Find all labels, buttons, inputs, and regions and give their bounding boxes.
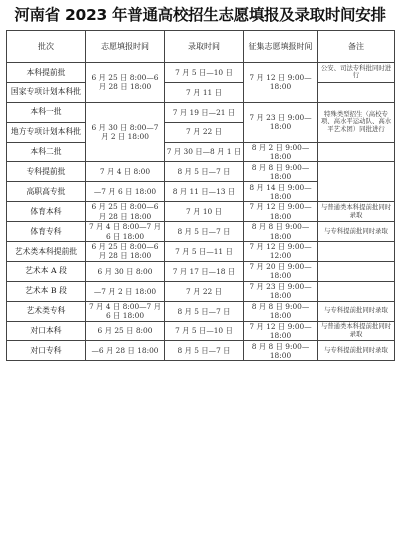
note-cell (318, 162, 395, 202)
note-cell: 与普通类本科提前批同时录取 (318, 202, 395, 222)
admission-time-cell: 7 月 30 日—8 月 1 日 (165, 142, 244, 162)
batch-cell: 艺术本 A 段 (7, 261, 86, 281)
batch-cell: 对口本科 (7, 321, 86, 341)
table-row (7, 222, 395, 242)
supplementary-time-cell: 7 月 12 日 9:00—18:00 (244, 63, 318, 103)
fill-time-cell: 7 月 4 日 8:00—7 月 6 日 18:00 (86, 301, 165, 321)
admission-time-cell: 7 月 5 日—10 日 (165, 321, 244, 341)
supplementary-time-cell: 7 月 20 日 9:00—18:00 (244, 261, 318, 281)
fill-time-cell: 6 月 25 日 8:00—6 月 28 日 18:00 (86, 63, 165, 103)
note-cell: 特殊类型招生（高校专项、高水平运动队、高水平艺术团）同批进行 (318, 102, 395, 142)
note-cell (318, 261, 395, 281)
table-row (7, 281, 395, 301)
table-row (7, 82, 395, 102)
admission-time-cell: 8 月 5 日—7 日 (165, 341, 244, 361)
admission-time-cell: 7 月 22 日 (165, 122, 244, 142)
table-row (7, 142, 395, 162)
table-row (7, 261, 395, 281)
fill-time-cell: —7 月 6 日 18:00 (86, 182, 165, 202)
supplementary-time-cell: 8 月 8 日 9:00—18:00 (244, 301, 318, 321)
fill-time-cell: 7 月 4 日 8:00—7 月 6 日 18:00 (86, 222, 165, 242)
note-cell (318, 82, 395, 102)
batch-cell: 体育本科 (7, 202, 86, 222)
table-header-row (7, 31, 395, 63)
header-batch: 批次 (7, 31, 86, 63)
fill-time-cell: —6 月 28 日 18:00 (86, 341, 165, 361)
fill-time-cell: 6 月 25 日 8:00—6 月 28 日 18:00 (86, 202, 165, 222)
note-cell: 与专科提前批同时录取 (318, 341, 395, 361)
admission-time-cell: 7 月 11 日 (165, 82, 244, 102)
batch-cell: 本科提前批 (7, 63, 86, 83)
header-fill-time: 志愿填报时间 (86, 31, 165, 63)
supplementary-time-cell: 8 月 8 日 9:00—18:00 (244, 341, 318, 361)
page-title: 河南省 2023 年普通高校招生志愿填报及录取时间安排 (14, 6, 386, 24)
fill-time-cell: 6 月 25 日 8:00 (86, 321, 165, 341)
admission-time-cell: 8 月 5 日—7 日 (165, 301, 244, 321)
admission-time-cell: 8 月 5 日—7 日 (165, 222, 244, 242)
batch-cell: 高职高专批 (7, 182, 86, 202)
admission-time-cell: 8 月 11 日—13 日 (165, 182, 244, 202)
note-cell (318, 242, 395, 262)
supplementary-time-cell: 7 月 12 日 9:00—18:00 (244, 202, 318, 222)
fill-time-cell: 6 月 25 日 8:00—6 月 28 日 18:00 (86, 242, 165, 262)
batch-cell: 地方专项计划本科批 (7, 122, 86, 142)
supplementary-time-cell: 8 月 8 日 9:00—18:00 (244, 222, 318, 242)
table-row (7, 162, 395, 182)
header-notes: 备注 (318, 31, 395, 63)
schedule-table (6, 30, 395, 361)
supplementary-time-cell: 7 月 12 日 9:00—12:00 (244, 242, 318, 262)
supplementary-time-cell: 7 月 23 日 9:00—18:00 (244, 281, 318, 301)
supplementary-time-cell: 8 月 14 日 9:00—18:00 (244, 182, 318, 202)
fill-time-cell: 6 月 30 日 8:00 (86, 261, 165, 281)
note-cell (318, 142, 395, 162)
batch-cell: 国家专项计划本科批 (7, 82, 86, 102)
header-admission-time: 录取时间 (165, 31, 244, 63)
batch-cell: 艺术类专科 (7, 301, 86, 321)
supplementary-time-cell: 7 月 23 日 9:00—18:00 (244, 102, 318, 142)
batch-cell: 本科二批 (7, 142, 86, 162)
fill-time-cell: —7 月 2 日 18:00 (86, 281, 165, 301)
table-row (7, 341, 395, 361)
supplementary-time-cell: 8 月 2 日 9:00—18:00 (244, 142, 318, 162)
fill-time-cell: 7 月 4 日 8:00 (86, 162, 165, 182)
table-row (7, 321, 395, 341)
admission-time-cell: 7 月 17 日—18 日 (165, 261, 244, 281)
fill-time-cell: 6 月 30 日 8:00—7 月 2 日 18:00 (86, 102, 165, 162)
note-cell: 与专科提前批同时录取 (318, 301, 395, 321)
admission-time-cell: 7 月 5 日—11 日 (165, 242, 244, 262)
note-cell (318, 281, 395, 301)
admission-time-cell: 7 月 19 日—21 日 (165, 102, 244, 122)
admission-time-cell: 7 月 5 日—10 日 (165, 63, 244, 83)
batch-cell: 体育专科 (7, 222, 86, 242)
schedule-sheet (0, 30, 400, 533)
note-cell: 与普通类本科提前批同时录取 (318, 321, 395, 341)
batch-cell: 艺术类本科提前批 (7, 242, 86, 262)
batch-cell: 本科一批 (7, 102, 86, 122)
admission-time-cell: 7 月 22 日 (165, 281, 244, 301)
admission-time-cell: 7 月 10 日 (165, 202, 244, 222)
table-row (7, 63, 395, 83)
table-row (7, 301, 395, 321)
batch-cell: 专科提前批 (7, 162, 86, 182)
supplementary-time-cell: 8 月 8 日 9:00—18:00 (244, 162, 318, 182)
note-cell: 与专科提前批同时录取 (318, 222, 395, 242)
header-supplementary-time: 征集志愿填报时间 (244, 31, 318, 63)
batch-cell: 对口专科 (7, 341, 86, 361)
note-cell: 公安、司法专科批同时进行 (318, 63, 395, 83)
table-row (7, 242, 395, 262)
batch-cell: 艺术本 B 段 (7, 281, 86, 301)
admission-time-cell: 8 月 5 日—7 日 (165, 162, 244, 182)
table-row (7, 202, 395, 222)
supplementary-time-cell: 7 月 12 日 9:00—18:00 (244, 321, 318, 341)
table-row (7, 102, 395, 122)
